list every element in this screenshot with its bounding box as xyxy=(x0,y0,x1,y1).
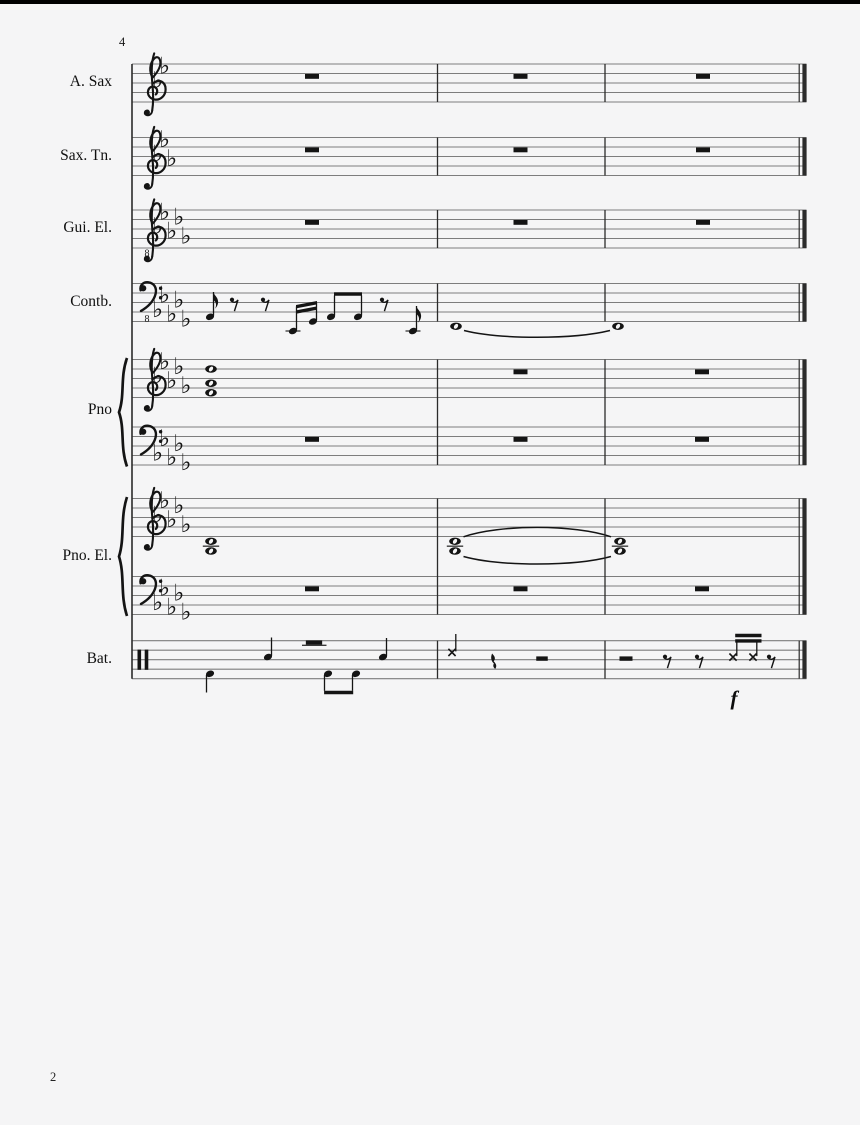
flat-sign: ♭ xyxy=(166,368,178,394)
flat-sign: ♭ xyxy=(180,372,192,399)
whole-measure-rest xyxy=(305,148,319,153)
flat-sign: ♭ xyxy=(166,445,178,471)
system-2 xyxy=(132,199,807,261)
flat-sign: ♭ xyxy=(173,204,185,231)
flat-sign: ♭ xyxy=(152,502,163,529)
instrument-label-asax: A. Sax xyxy=(69,73,112,90)
system-3 xyxy=(132,282,807,337)
system-1 xyxy=(132,127,807,189)
grand-staff-brace xyxy=(119,497,127,616)
eighth-rest xyxy=(261,298,269,312)
whole-note xyxy=(449,538,461,545)
instrument-label-guiel: Gui. El. xyxy=(63,219,112,236)
beam xyxy=(334,292,362,295)
eighth-rest xyxy=(380,298,388,312)
staff xyxy=(132,53,807,115)
whole-measure-rest xyxy=(305,220,319,225)
staff xyxy=(132,199,807,261)
eighth-rest xyxy=(230,298,238,312)
octave-8-mark: 8 xyxy=(144,248,150,260)
staff xyxy=(132,634,807,694)
flat-sign: ♭ xyxy=(152,589,163,616)
staff xyxy=(132,127,807,189)
whole-note xyxy=(449,547,461,554)
flat-sign: ♭ xyxy=(166,594,178,621)
beam xyxy=(324,691,353,694)
final-barline-thick xyxy=(802,360,806,466)
tie-curve xyxy=(464,557,612,565)
final-barline-thick xyxy=(802,64,806,102)
flat-sign: ♭ xyxy=(173,492,185,519)
instrument-label-saxtn: Sax. Tn. xyxy=(60,146,112,164)
half-rest xyxy=(620,656,633,660)
flat-sign: ♭ xyxy=(159,488,171,514)
flat-sign: ♭ xyxy=(173,353,185,380)
grand-staff-brace xyxy=(119,358,127,467)
flat-sign: ♭ xyxy=(180,306,192,333)
whole-measure-rest xyxy=(695,370,709,375)
flat-sign: ♭ xyxy=(152,213,163,240)
whole-note xyxy=(205,389,217,396)
flat-sign: ♭ xyxy=(173,287,185,314)
whole-measure-rest xyxy=(695,587,709,592)
octave-8-mark: 8 xyxy=(144,314,150,325)
flat-sign: ♭ xyxy=(159,575,171,602)
staff xyxy=(132,349,807,411)
system-5 xyxy=(119,488,807,625)
flat-sign: ♭ xyxy=(173,430,185,457)
final-barline-thick xyxy=(802,641,806,679)
whole-measure-rest xyxy=(514,220,528,225)
instrument-label-bat: Bat. xyxy=(86,650,112,667)
final-barline-thick xyxy=(802,284,806,322)
percussion-clef-bar xyxy=(138,650,142,670)
system-0 xyxy=(132,53,807,115)
whole-measure-rest xyxy=(305,437,319,442)
whole-measure-rest xyxy=(514,437,528,442)
flat-sign: ♭ xyxy=(166,507,178,533)
flat-sign: ♭ xyxy=(152,296,163,323)
eighth-rest xyxy=(695,655,703,669)
page-number: 2 xyxy=(50,1070,57,1084)
system-4 xyxy=(119,349,807,476)
flat-sign: ♭ xyxy=(159,282,171,309)
whole-note xyxy=(612,323,624,330)
instrument-label-pnoel: Pno. El. xyxy=(62,547,112,564)
whole-measure-rest xyxy=(695,437,709,442)
whole-note xyxy=(450,323,462,330)
final-barline-thick xyxy=(802,210,806,248)
staff xyxy=(132,575,807,625)
measure-number: 4 xyxy=(119,35,126,49)
flat-sign: ♭ xyxy=(159,426,171,452)
eighth-rest xyxy=(767,655,775,669)
whole-measure-rest xyxy=(305,74,319,79)
flat-sign: ♭ xyxy=(159,199,171,226)
whole-note xyxy=(205,538,217,545)
percussion-clef-bar xyxy=(145,650,149,670)
beam xyxy=(735,634,761,637)
tie-curve xyxy=(464,331,610,338)
whole-measure-rest xyxy=(514,74,528,79)
system-6 xyxy=(132,634,807,694)
half-rest xyxy=(536,656,548,660)
beam xyxy=(735,639,761,642)
whole-note xyxy=(614,538,626,545)
half-rest xyxy=(306,640,322,644)
whole-measure-rest xyxy=(696,148,710,153)
tie-curve xyxy=(464,527,612,536)
whole-note xyxy=(205,380,217,387)
flat-sign: ♭ xyxy=(180,449,192,476)
whole-measure-rest xyxy=(696,220,710,225)
dynamic-forte-marking: f xyxy=(730,686,738,710)
whole-note xyxy=(614,547,626,554)
flat-sign: ♭ xyxy=(180,511,192,538)
whole-measure-rest xyxy=(305,587,319,592)
flat-sign: ♭ xyxy=(152,363,163,390)
flat-sign: ♭ xyxy=(152,141,163,168)
whole-measure-rest xyxy=(696,74,710,79)
staff xyxy=(132,282,807,337)
flat-sign: ♭ xyxy=(166,146,178,172)
flat-sign: ♭ xyxy=(159,349,171,375)
flat-sign: ♭ xyxy=(180,223,192,250)
flat-sign: ♭ xyxy=(159,53,171,80)
flat-sign: ♭ xyxy=(166,218,178,245)
whole-measure-rest xyxy=(514,148,528,153)
final-barline-thick xyxy=(802,499,806,615)
whole-measure-rest xyxy=(514,370,528,375)
flat-sign: ♭ xyxy=(180,599,192,626)
flat-sign: ♭ xyxy=(159,127,171,153)
instrument-label-pno: Pno xyxy=(87,401,112,418)
staff xyxy=(132,426,807,476)
whole-note xyxy=(205,547,217,554)
staff xyxy=(132,488,807,564)
flat-sign: ♭ xyxy=(152,440,163,467)
flat-sign: ♭ xyxy=(173,580,185,607)
whole-measure-rest xyxy=(514,587,528,592)
flat-sign: ♭ xyxy=(152,67,163,94)
final-barline-thick xyxy=(802,138,806,176)
instrument-label-contb: Contb. xyxy=(70,292,112,310)
eighth-rest xyxy=(663,655,671,669)
flat-sign: ♭ xyxy=(166,301,178,328)
whole-note xyxy=(205,365,217,372)
quarter-rest xyxy=(491,654,496,669)
